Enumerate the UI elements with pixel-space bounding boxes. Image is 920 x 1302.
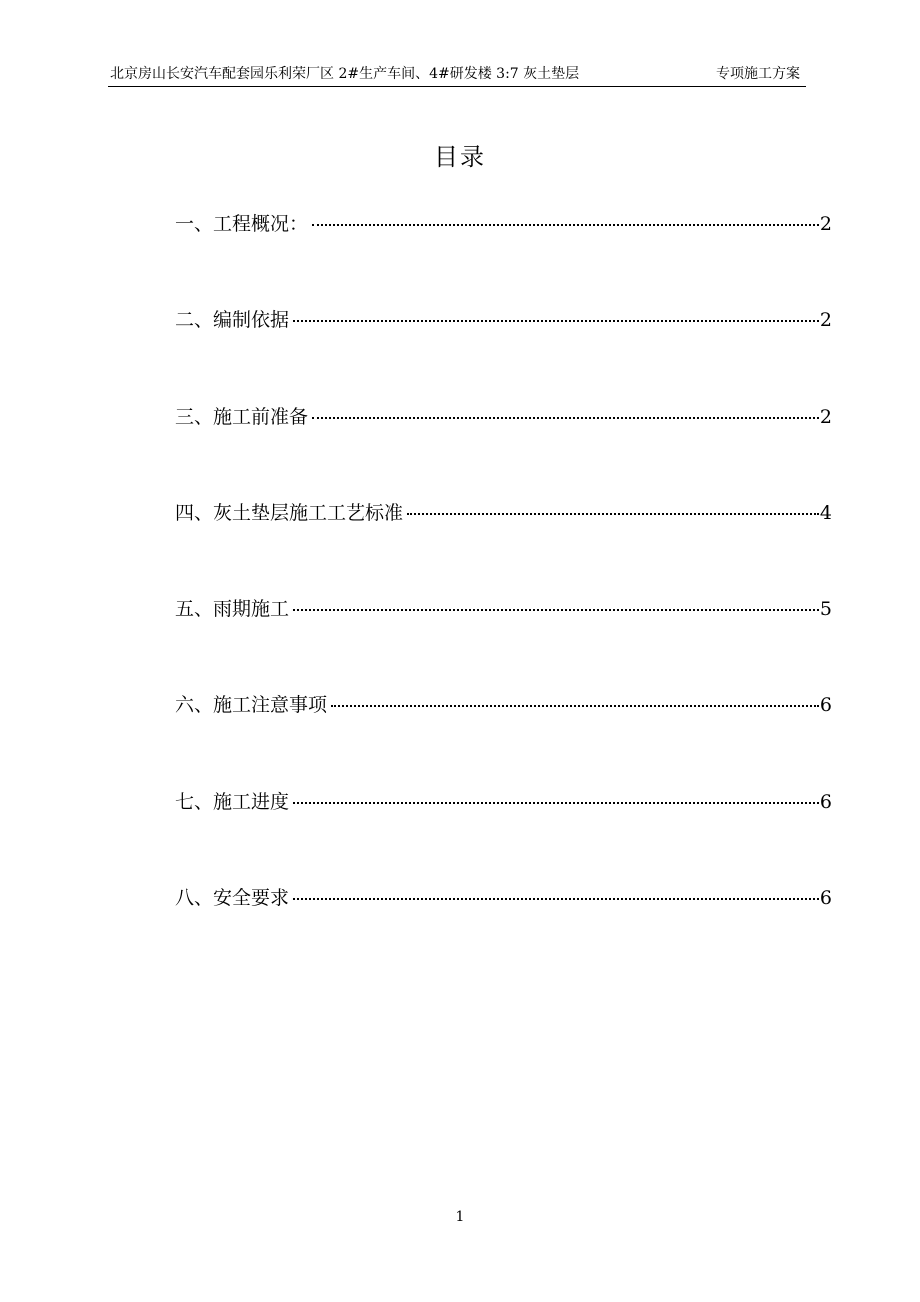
toc-entry-label: 五、雨期施工 bbox=[175, 598, 290, 621]
toc-entry-label: 七、施工进度 bbox=[175, 790, 290, 813]
toc-entry-1[interactable] bbox=[175, 210, 832, 306]
toc-entry-page: 2 bbox=[819, 213, 832, 235]
toc-entry-label: 六、施工注意事项 bbox=[175, 694, 328, 717]
toc-entry-8[interactable] bbox=[175, 884, 832, 980]
dot-leader bbox=[312, 416, 819, 419]
header-document-type: 专项施工方案 bbox=[716, 66, 800, 82]
toc-entry-label: 八、安全要求 bbox=[175, 887, 290, 910]
dot-leader bbox=[331, 704, 819, 707]
toc-entry-label: 二、编制依据 bbox=[175, 309, 290, 332]
dot-leader bbox=[312, 223, 819, 226]
toc-entry-label: 四、灰土垫层施工工艺标准 bbox=[175, 501, 404, 524]
toc-entry-page: 6 bbox=[819, 887, 832, 910]
toc-entry-label: 一、工程概况： bbox=[175, 213, 309, 235]
page-number: 1 bbox=[455, 1209, 465, 1225]
toc-entry-page: 2 bbox=[819, 309, 832, 332]
dot-leader bbox=[407, 512, 819, 515]
dot-leader bbox=[293, 897, 819, 900]
dot-leader bbox=[293, 608, 819, 611]
toc-entry-2[interactable] bbox=[175, 306, 832, 402]
toc-entry-page: 2 bbox=[819, 405, 832, 428]
toc-entry-7[interactable] bbox=[175, 788, 832, 884]
toc-entry-page: 5 bbox=[819, 598, 832, 621]
table-of-contents bbox=[175, 210, 832, 980]
toc-entry-label: 三、施工前准备 bbox=[175, 405, 309, 428]
toc-entry-6[interactable] bbox=[175, 691, 832, 787]
toc-entry-page: 6 bbox=[819, 694, 832, 717]
toc-title: 目录 bbox=[434, 143, 486, 171]
toc-entry-3[interactable] bbox=[175, 403, 832, 499]
toc-entry-4[interactable] bbox=[175, 499, 832, 595]
dot-leader bbox=[293, 801, 819, 804]
toc-entry-5[interactable] bbox=[175, 595, 832, 691]
page-header bbox=[108, 64, 806, 87]
dot-leader bbox=[293, 319, 819, 322]
toc-entry-page: 4 bbox=[819, 501, 832, 524]
toc-entry-page: 6 bbox=[819, 790, 832, 813]
header-project-title: 北京房山长安汽车配套园乐利荣厂区 2#生产车间、4#研发楼 3:7 灰土垫层 bbox=[110, 66, 580, 82]
